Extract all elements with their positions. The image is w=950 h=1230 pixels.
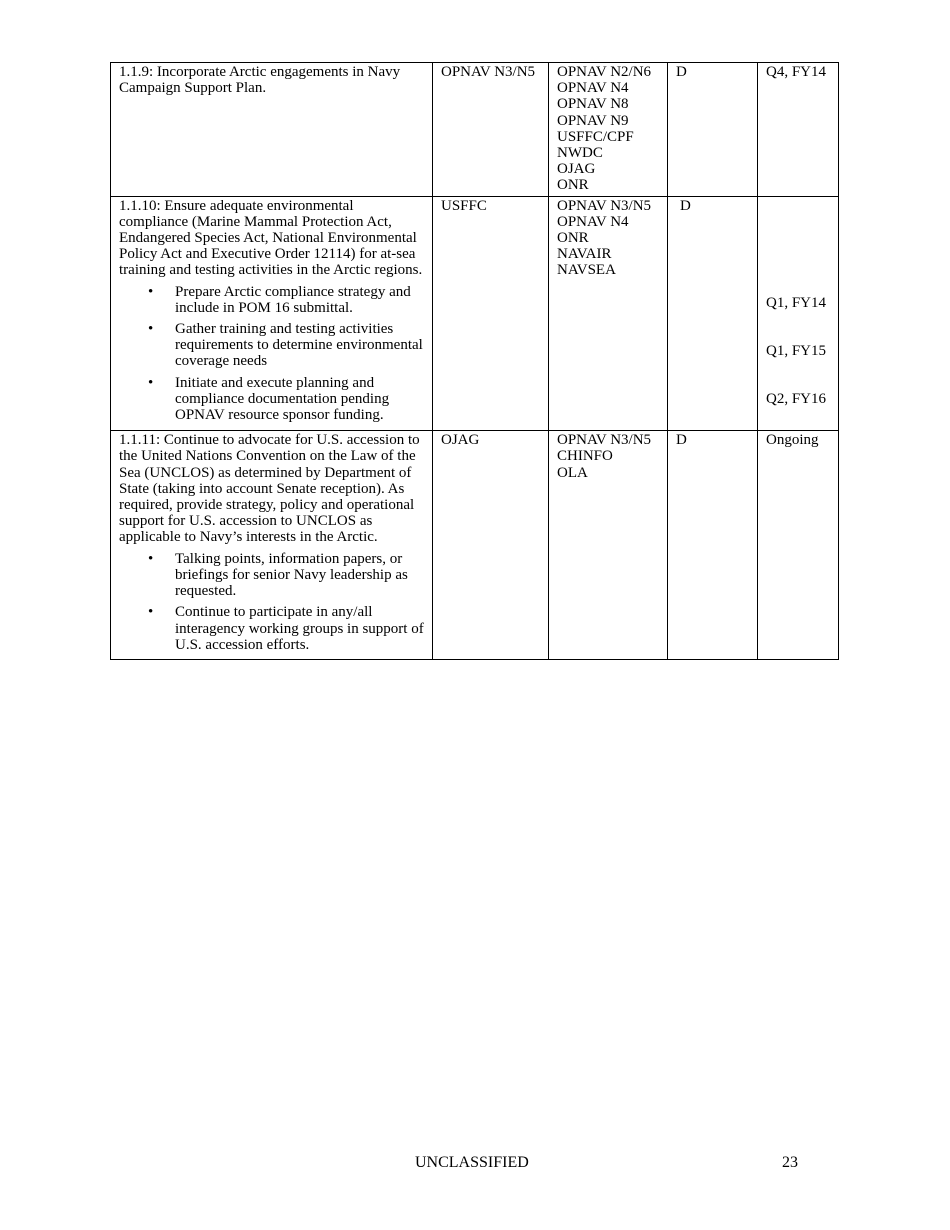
table-row [111,431,839,660]
support-item: OPNAV N9 [557,112,629,129]
bullet-item: • Gather training and testing activities requirements to determine environmental coverage needs [175,321,424,370]
task-cell [111,196,433,431]
code-text: D [676,64,687,80]
code-cell [668,196,758,431]
lead-text: USFFC [441,197,487,214]
bullet-item: • Continue to participate in any/all interagency working groups in support of U.S. accession efforts. [175,604,424,653]
date-text: Ongoing [766,432,819,449]
support-item: ONR [557,177,589,194]
date-text: Q4, FY14 [766,64,827,80]
date-cell [758,63,839,197]
support-item: OPNAV N3/N5 [557,197,652,214]
bullet-item: • Prepare Arctic compliance strategy and include in POM 16 submittal. [175,284,424,316]
task-cell [111,63,433,197]
support-item: NAVAIR [557,246,612,263]
support-item: CHINFO [557,448,613,465]
task-text: 1.1.10: Ensure adequate environmental compliance (Marine Mammal Protection Act, Endangered Species Act, National Environmental Policy Act and Executive Order 12114) for at-sea training and testing activities in the Arctic regions. [119,197,423,279]
support-item: OPNAV N4 [557,80,629,97]
support-item: OPNAV N4 [557,213,629,230]
date-text: Q1, FY14 [766,294,827,311]
classification-marking: UNCLASSIFIED [415,1154,529,1171]
bullet-item: • Talking points, information papers, or briefings for senior Navy leadership as requested. [175,551,424,600]
support-item: NAVSEA [557,262,616,279]
table-row [111,196,839,431]
support-cell [549,431,668,660]
code-cell [668,431,758,660]
support-item: OPNAV N2/N6 [557,64,652,80]
code-cell [668,63,758,197]
date-cell [758,431,839,660]
bullet-list [119,551,424,653]
support-item: ONR [557,230,589,247]
support-cell [549,196,668,431]
lead-cell [433,431,549,660]
task-text: 1.1.9: Incorporate Arctic engagements in Navy Campaign Support Plan. [119,64,401,97]
support-item: OPNAV N3/N5 [557,432,652,449]
support-item: OJAG [557,161,596,178]
bullet-list [119,284,424,424]
date-text: Q1, FY15 [766,342,827,359]
bullet-item: • Initiate and execute planning and compliance documentation pending OPNAV resource sponsor funding. [175,375,424,424]
date-text: Q2, FY16 [766,390,827,407]
lead-text: OPNAV N3/N5 [441,64,536,80]
lead-text: OJAG [441,432,480,449]
support-item: OPNAV N8 [557,96,629,113]
task-text: 1.1.11: Continue to advocate for U.S. accession to the United Nations Convention on the Law of the Sea (UNCLOS) as determined by Department of State (taking into account Senate reception). As required, provide strategy, policy and operational support for U.S. accession to UNCLOS as applicable to Navy’s interests in the Arctic. [119,432,420,546]
table-row [111,63,839,197]
support-item: NWDC [557,145,603,162]
date-cell [758,196,839,431]
lead-cell [433,63,549,197]
task-table [110,62,839,660]
page-number: 23 [782,1154,798,1171]
code-text: D [680,197,691,214]
lead-cell [433,196,549,431]
task-cell [111,431,433,660]
code-text: D [676,432,687,449]
support-item: OLA [557,464,588,481]
support-item: USFFC/CPF [557,128,634,145]
support-cell [549,63,668,197]
